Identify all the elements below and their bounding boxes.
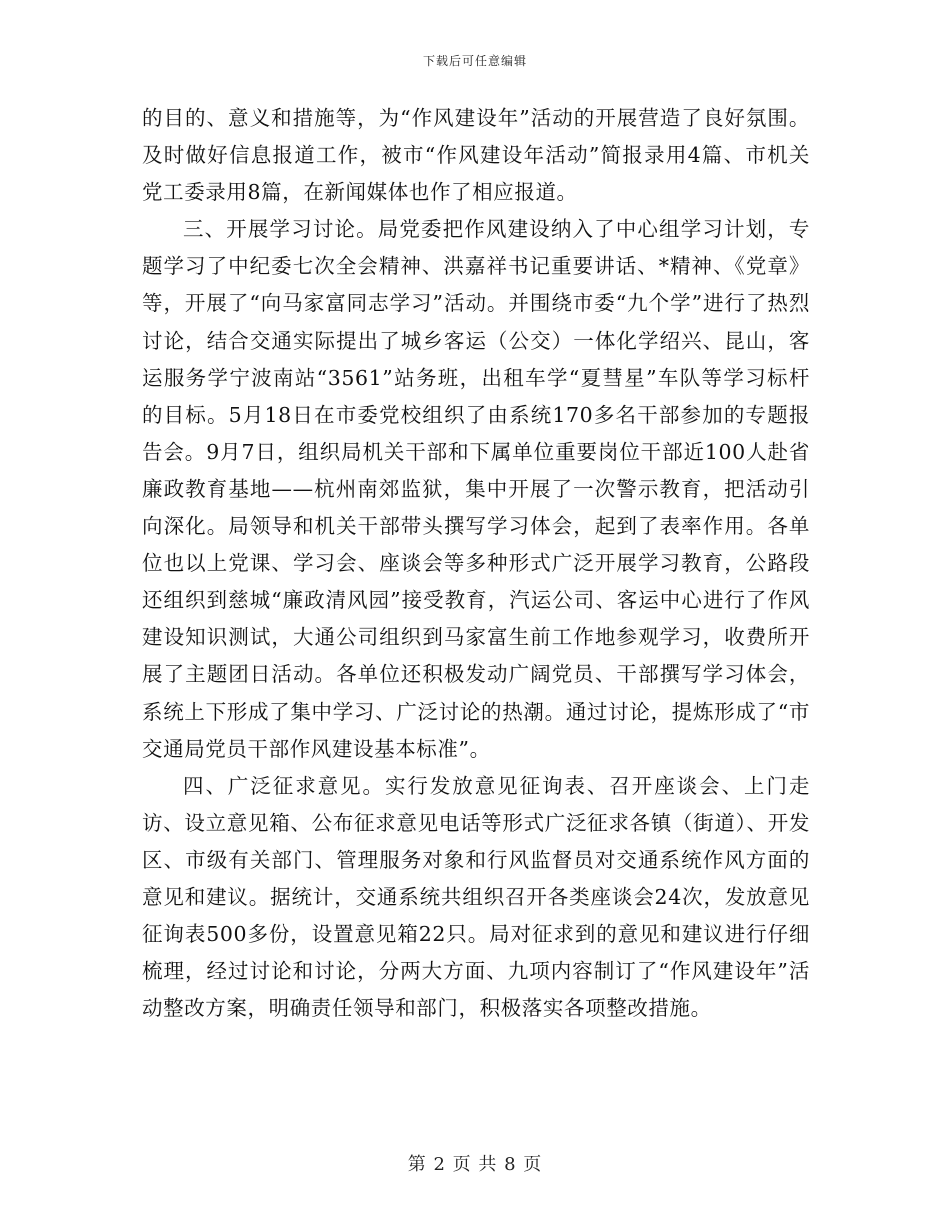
paragraph-continuation: 的目的、意义和措施等，为“作风建设年”活动的开展营造了良好氛围。及时做好信息报道工作，被市“作风建设年活动”简报录用4篇、市机关党工委录用8篇，在新闻媒体也作了相应报道。 [142,106,810,205]
page-number-footer: 第 2 页 共 8 页 [407,1154,543,1175]
paragraph-section-three: 三、开展学习讨论。局党委把作风建设纳入了中心组学习计划，专题学习了中纪委七次全会精神、洪嘉祥书记重要讲话、*精神、《党章》等，开展了“向马家富同志学习”活动。并围绕市委“九个学”进行了热烈讨论，结合交通实际提出了城乡客运（公交）一体化学绍兴、昆山，客运服务学宁波南站“3561”站务班，出租车学“夏彗星”车队等学习标杆的目标。5月18日在市委党校组织了由系统170多名干部参加的专题报告会。9月7日，组织局机关干部和下属单位重要岗位干部近100人赴省廉政教育基地——杭州南郊监狱，集中开展了一次警示教育，把活动引向深化。局领导和机关干部带头撰写学习体会，起到了表率作用。各单位也以上党课、学习会、座谈会等多种形式广泛开展学习教育，公路段还组织到慈城“廉政清风园”接受教育，汽运公司、客运中心进行了作风建设知识测试，大通公司组织到马家富生前工作地参观学习，收费所开展了主题团日活动。各单位还积极发动广阔党员、干部撰写学习体会，系统上下形成了集中学习、广泛讨论的热潮。通过讨论，提炼形成了“市交通局党员干部作风建设基本标准”。 [142,217,810,761]
page-header: 下载后可任意编辑 [422,54,527,68]
document-body [142,100,810,1027]
paragraph-section-four: 四、广泛征求意见。实行发放意见征询表、召开座谈会、上门走访、设立意见箱、公布征求意见电话等形式广泛征求各镇（街道）、开发区、市级有关部门、管理服务对象和行风监督员对交通系统作风方面的意见和建议。据统计，交通系统共组织召开各类座谈会24次，发放意见征询表500多份，设置意见箱22只。局对征求到的意见和建议进行仔细梳理，经过讨论和讨论，分两大方面、九项内容制订了“作风建设年”活动整改方案，明确责任领导和部门，积极落实各项整改措施。 [142,773,810,1021]
